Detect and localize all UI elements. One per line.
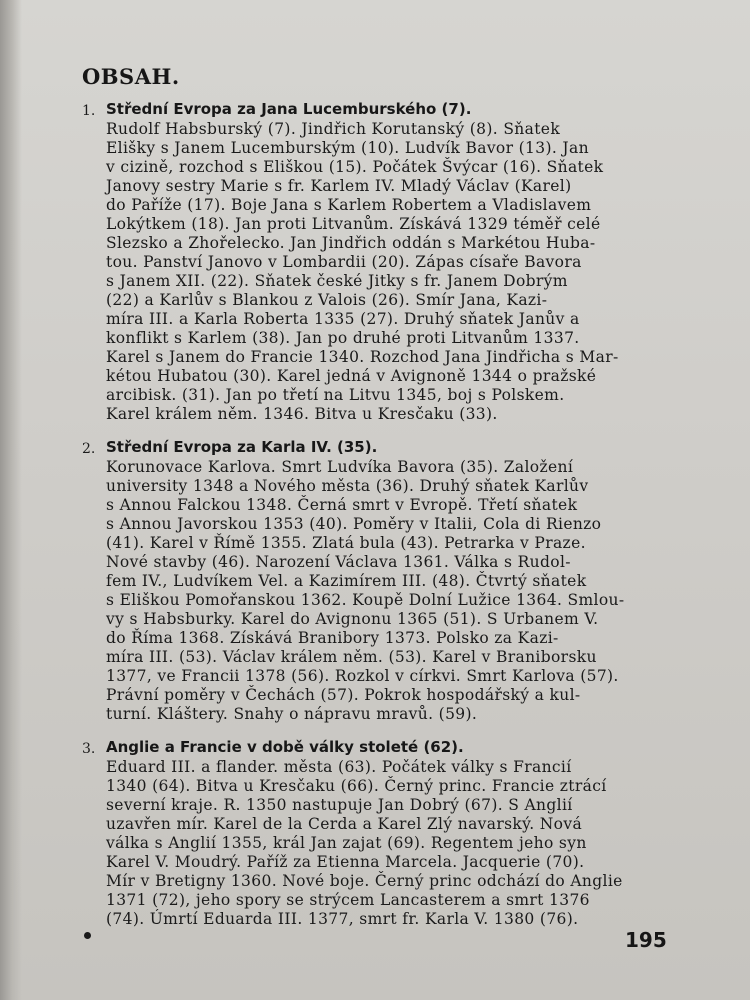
section-line: do Paříže (17). Boje Jana s Karlem Robertem a Vladislavem [106, 196, 592, 214]
section-line: Karel V. Moudrý. Paříž za Etienna Marcela. Jacquerie (70). [106, 853, 585, 871]
section-line: 1371 (72), jeho spory se strýcem Lancasterem a smrt 1376 [106, 891, 590, 909]
section-line: Slezsko a Zhořelecko. Jan Jindřich oddán s Markétou Huba- [106, 234, 596, 252]
section-line: v cizině, rozchod s Eliškou (15). Počátek Švýcar (16). Sňatek [106, 158, 604, 176]
section-line: s Annou Javorskou 1353 (40). Poměry v Italii, Cola di Rienzo [106, 515, 602, 533]
section-line: Mír v Bretigny 1360. Nové boje. Černý princ odchází do Anglie [106, 872, 623, 890]
section-line: válka s Anglií 1355, král Jan zajat (69). Regentem jeho syn [106, 834, 587, 852]
section-number: 2. [82, 441, 96, 457]
section-line: tou. Panství Janovo v Lombardii (20). Zápas císaře Bavora [106, 253, 582, 271]
section-line: (74). Úmrtí Eduarda III. 1377, smrt fr. Karla V. 1380 (76). [106, 910, 579, 928]
section-line: Karel králem něm. 1346. Bitva u Kresčaku (33). [106, 405, 498, 423]
section-line: 1340 (64). Bitva u Kresčaku (66). Černý princ. Francie ztrácí [106, 777, 607, 795]
section-line: Korunovace Karlova. Smrt Ludvíka Bavora (35). Založení [106, 458, 574, 476]
section-line: uzavřen mír. Karel de la Cerda a Karel Zlý navarský. Nová [106, 815, 583, 833]
section-line: konflikt s Karlem (38). Jan po druhé proti Litvanům 1337. [106, 329, 580, 347]
section-title: Anglie a Francie v době války stoleté (62). [106, 738, 464, 756]
section-line: Právní poměry v Čechách (57). Pokrok hospodářský a kul- [106, 686, 581, 704]
section-line: Janovy sestry Marie s fr. Karlem IV. Mladý Václav (Karel) [106, 177, 572, 195]
bullet-mark [84, 932, 91, 939]
section-line: (41). Karel v Římě 1355. Zlatá bula (43). Petrarka v Praze. [106, 534, 586, 552]
section-line: s Eliškou Pomořanskou 1362. Koupě Dolní Lužice 1364. Smlou- [106, 591, 625, 609]
section-line: s Janem XII. (22). Sňatek české Jitky s fr. Janem Dobrým [106, 272, 568, 290]
section-line: Lokýtkem (18). Jan proti Litvanům. Získává 1329 téměř celé [106, 215, 601, 233]
section-line: kétou Hubatou (30). Karel jedná v Avignoně 1344 o pražské [106, 367, 597, 385]
section-line: (22) a Karlův s Blankou z Valois (26). Smír Jana, Kazi- [106, 291, 548, 309]
section-line: severní kraje. R. 1350 nastupuje Jan Dobrý (67). S Anglií [106, 796, 573, 814]
section-line: do Říma 1368. Získává Branibory 1373. Polsko za Kazi- [106, 629, 559, 647]
section-line: Karel s Janem do Francie 1340. Rozchod Jana Jindřicha s Mar- [106, 348, 619, 366]
section-line: fem IV., Ludvíkem Vel. a Kazimírem III. (48). Čtvrtý sňatek [106, 572, 587, 590]
section-line: míra III. (53). Václav králem něm. (53). Karel v Braniborsku [106, 648, 597, 666]
section-line: míra III. a Karla Roberta 1335 (27). Druhý sňatek Janův a [106, 310, 580, 328]
section-line: university 1348 a Nového města (36). Druhý sňatek Karlův [106, 477, 589, 495]
section-line: Elišky s Janem Lucemburským (10). Ludvík Bavor (13). Jan [106, 139, 589, 157]
section-number: 3. [82, 741, 96, 757]
section-line: 1377, ve Francii 1378 (56). Rozkol v církvi. Smrt Karlova (57). [106, 667, 619, 685]
section-line: arcibisk. (31). Jan po třetí na Litvu 1345, boj s Polskem. [106, 386, 565, 404]
page-number: 195 [625, 928, 667, 952]
section-line: Eduard III. a flander. města (63). Počátek války s Francií [106, 758, 572, 776]
section-line: turní. Kláštery. Snahy o nápravu mravů. (59). [106, 705, 478, 723]
section-line: Nové stavby (46). Narození Václava 1361. Válka s Rudol- [106, 553, 571, 571]
page-gutter-shadow [0, 0, 22, 1000]
section-title: Střední Evropa za Karla IV. (35). [106, 438, 378, 456]
section-line: Rudolf Habsburský (7). Jindřich Korutanský (8). Sňatek [106, 120, 561, 138]
section-title: Střední Evropa za Jana Lucemburského (7). [106, 100, 472, 118]
section-line: s Annou Falckou 1348. Černá smrt v Evropě. Třetí sňatek [106, 496, 578, 514]
section-line: vy s Habsburky. Karel do Avignonu 1365 (51). S Urbanem V. [106, 610, 599, 628]
page-heading: OBSAH. [82, 64, 180, 89]
section-number: 1. [82, 103, 96, 119]
